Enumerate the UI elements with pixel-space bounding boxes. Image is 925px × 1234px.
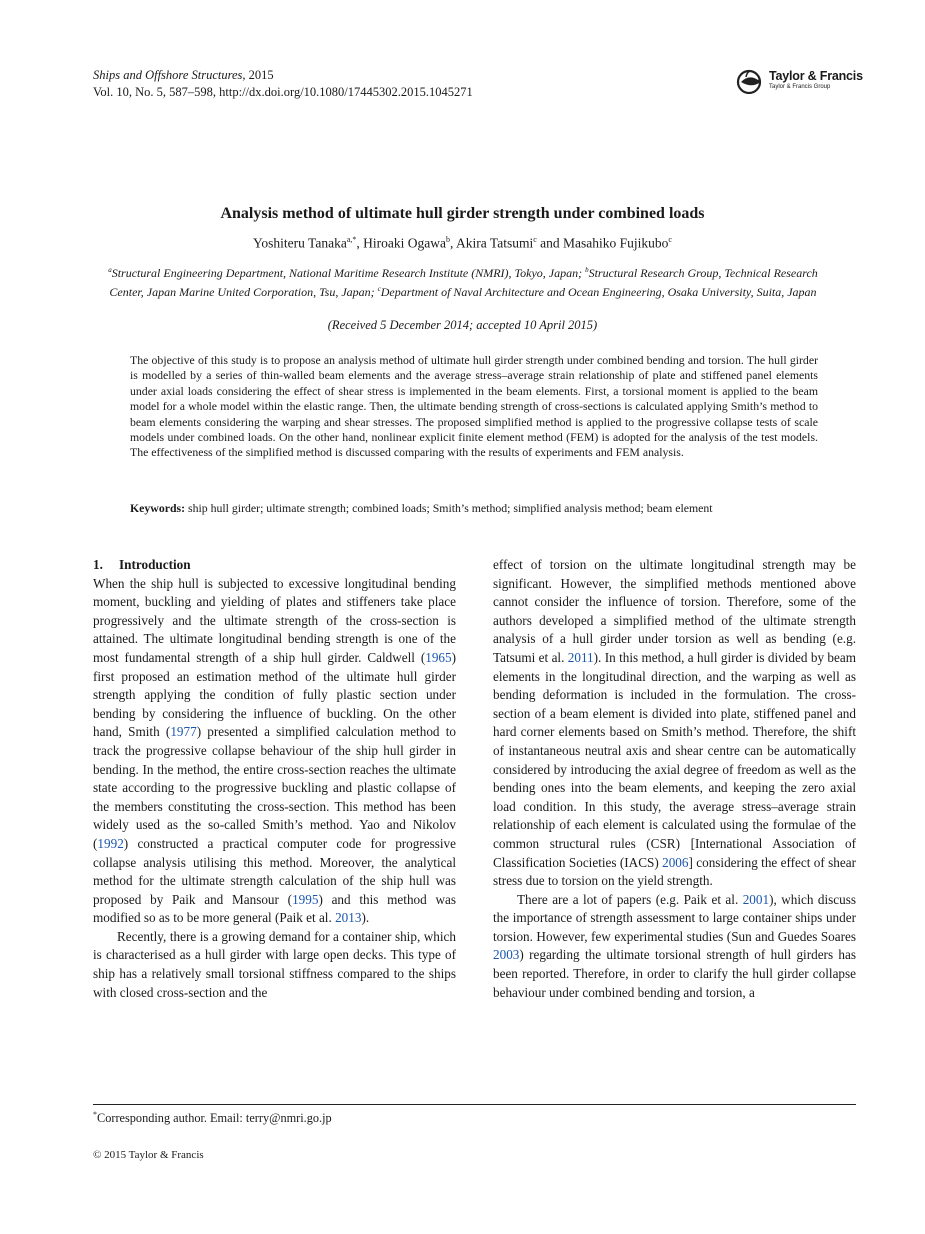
paragraph-2-start: Recently, there is a growing demand for a container ship, which is characterised as a hull girder with large open decks. This type of ship has a relatively small torsional stiffness compared to the ships with closed cross-section and the — [93, 928, 456, 1000]
journal-citation-line — [93, 67, 473, 84]
author-affiliation-marker: a,* — [346, 235, 357, 244]
citation-link[interactable]: 1995 — [292, 891, 319, 907]
journal-name: Ships and Offshore Structures — [93, 68, 243, 82]
abstract: The objective of this study is to propose an analysis method of ultimate hull girder strength under combined bending and torsion. The hull girder is modelled by a series of thin-walled beam elements and the average stress–average strain relationship of plate and stiffened panel elements under axial loads considering the effect of shear stress is implemented in the beam elements. First, a torsional moment is applied to the beam model for a whole model within the elastic range. Then, the ultimate bending strength of cross-sections is calculated applying Smith’s method to beam elements considering the warping and shear stresses. The proposed simplified method is applied to the progressive collapse tests of scale models under combined loads. On the other hand, nonlinear explicit finite element method (FEM) is adopted for the analysis of the test models. The effectiveness of the simplified method is discussed comparing with the results of experiments and FEM analysis. — [130, 353, 818, 460]
author-affiliation-marker: b — [446, 235, 451, 244]
paragraph-3: There are a lot of papers (e.g. Paik et al. 2001), which discuss the importance of strength assessment to large container ships under torsion. However, few experimental studies (Sun and Guedes Soares 2003) regarding the ultimate torsional strength of hull girders has been reported. Therefore, in order to clarify the hull girder collapse behaviour under combined bending and torsion, a — [493, 891, 856, 1000]
volume-doi-line[interactable]: Vol. 10, No. 5, 587–598, http://dx.doi.org/10.1080/17445302.2015.1045271 — [93, 85, 473, 99]
citation-link[interactable]: 1965 — [425, 649, 452, 665]
citation-link[interactable]: 2003 — [493, 947, 520, 963]
footnote-text[interactable]: Corresponding author. Email: terry@nmri.go.jp — [97, 1111, 332, 1126]
publisher-logo-name: Taylor & Francis — [769, 69, 863, 83]
affiliation-text: Structural Research Group, Technical Research Center, Japan Marine United Corporation, Tsu, Japan; — [109, 266, 818, 299]
footnote-divider — [93, 1104, 856, 1105]
citation-link[interactable]: 2013 — [335, 910, 362, 926]
citation-link[interactable]: 2011 — [567, 649, 594, 665]
citation-link[interactable]: 2001 — [742, 891, 770, 907]
section-title: Introduction — [119, 557, 191, 572]
body-column-left — [93, 556, 456, 1002]
journal-header — [93, 67, 473, 101]
footnote — [93, 1110, 332, 1126]
author-name: Akira Tatsumi — [456, 235, 534, 251]
publisher-logo-sub: Taylor & Francis Group — [769, 84, 831, 90]
author-name: Hiroaki Ogawa — [363, 235, 447, 251]
received-dates — [0, 318, 925, 333]
article-title: Analysis method of ultimate hull girder strength under combined loads — [220, 205, 705, 222]
paragraph-2-end: effect of torsion on the ultimate longitudinal strength may be significant. However, the simplified methods mentioned above cannot consider the influence of torsion. Therefore, some of the authors developed a simplified method of the ultimate strength analysis of a hull girder under torsion as well as bending (e.g. Tatsumi et al. 2011). In this method, a hull girder is divided by beam elements in the longitudinal direction, and the warping as well as bending deformation is included in the formulation. The cross-section of a beam element is divided into plate, stiffened panel and hard corner elements based on Smith’s method. Therefore, the shift of instantaneous neutral axis and shear centre can be automatically considered by introducing the axial degree of freedom as well as the bending ones into the beam elements, and keeping the zero axial load condition. In this study, the average stress–average strain relationship of each element is calculated using the formulae of the common structural rules (CSR) [International Association of Classification Societies (IACS) 2006] considering the effect of shear stress due to torsion on the yield strength. — [493, 557, 856, 889]
affiliation-marker: b — [585, 266, 589, 274]
citation-link[interactable]: 2006 — [662, 854, 689, 870]
affiliation-marker: c — [377, 284, 381, 293]
received-text: (Received 5 December 2014; accepted 10 April 2015) — [327, 318, 598, 332]
keywords-text: ship hull girder; ultimate strength; combined loads; Smith’s method; simplified analysis method; beam element — [185, 501, 713, 515]
affiliation-text: Structural Engineering Department, National Maritime Research Institute (NMRI), Tokyo, Japan; — [111, 266, 586, 280]
affiliation-text: Department of Naval Architecture and Ocean Engineering, Osaka University, Suita, Japan — [380, 284, 817, 299]
keywords — [130, 501, 830, 516]
author-name: Yoshiteru Tanaka — [253, 235, 347, 251]
tf-lamp-icon — [735, 68, 765, 94]
affiliation-marker: a — [108, 266, 112, 274]
copyright: © 2015 Taylor & Francis — [93, 1149, 204, 1161]
journal-year: , 2015 — [242, 68, 274, 82]
keywords-label: Keywords: — [130, 501, 186, 515]
paragraph-1: When the ship hull is subjected to excessive longitudinal bending moment, buckling and yielding of plates and stiffeners take place progressively and the ultimate strength of the cross-section is attained. The ultimate longitudinal bending strength is one of the most fundamental strength of a ship hull girder. Caldwell (1965) first proposed an estimation method of the ultimate hull girder strength applying the condition of fully plastic section under bending by considering the influence of buckling. On the other hand, Smith (1977) presented a simplified calculation method to track the progressive collapse behaviour of the ship hull girder in bending. In the method, the entire cross-section reaches the ultimate state according to the progressive buckling and plastic collapse of the members constituting the cross-section. This method has been widely used as the so-called Smith’s method. Yao and Nikolov (1992) constructed a practical computer code for progressive collapse analysis utilising this method. Moreover, the analytical method for the ultimate strength calculation of the ship hull was proposed by Paik and Mansour (1995) and this method was modified so as to be more general (Paik et al. 2013). — [93, 575, 456, 926]
body-column-right — [493, 556, 856, 1002]
publisher-logo — [735, 68, 863, 94]
author-affiliation-marker: c — [533, 235, 537, 244]
footnote-marker: * — [93, 1110, 97, 1119]
affiliations — [92, 263, 834, 300]
author-affiliation-marker: c — [668, 235, 672, 244]
citation-link[interactable]: 1992 — [97, 835, 124, 851]
author-list: Yoshiteru Tanaka$^{a,*}$, Hiroaki Ogawa$^b$, Akira Tatsumi$^c$ and Masahiko Fujikubo$^c$ — [253, 235, 672, 251]
section-number: 1. — [93, 557, 103, 572]
section-heading — [93, 556, 456, 575]
author-name: Masahiko Fujikubo — [563, 235, 669, 251]
citation-link[interactable]: 1977 — [170, 724, 197, 740]
